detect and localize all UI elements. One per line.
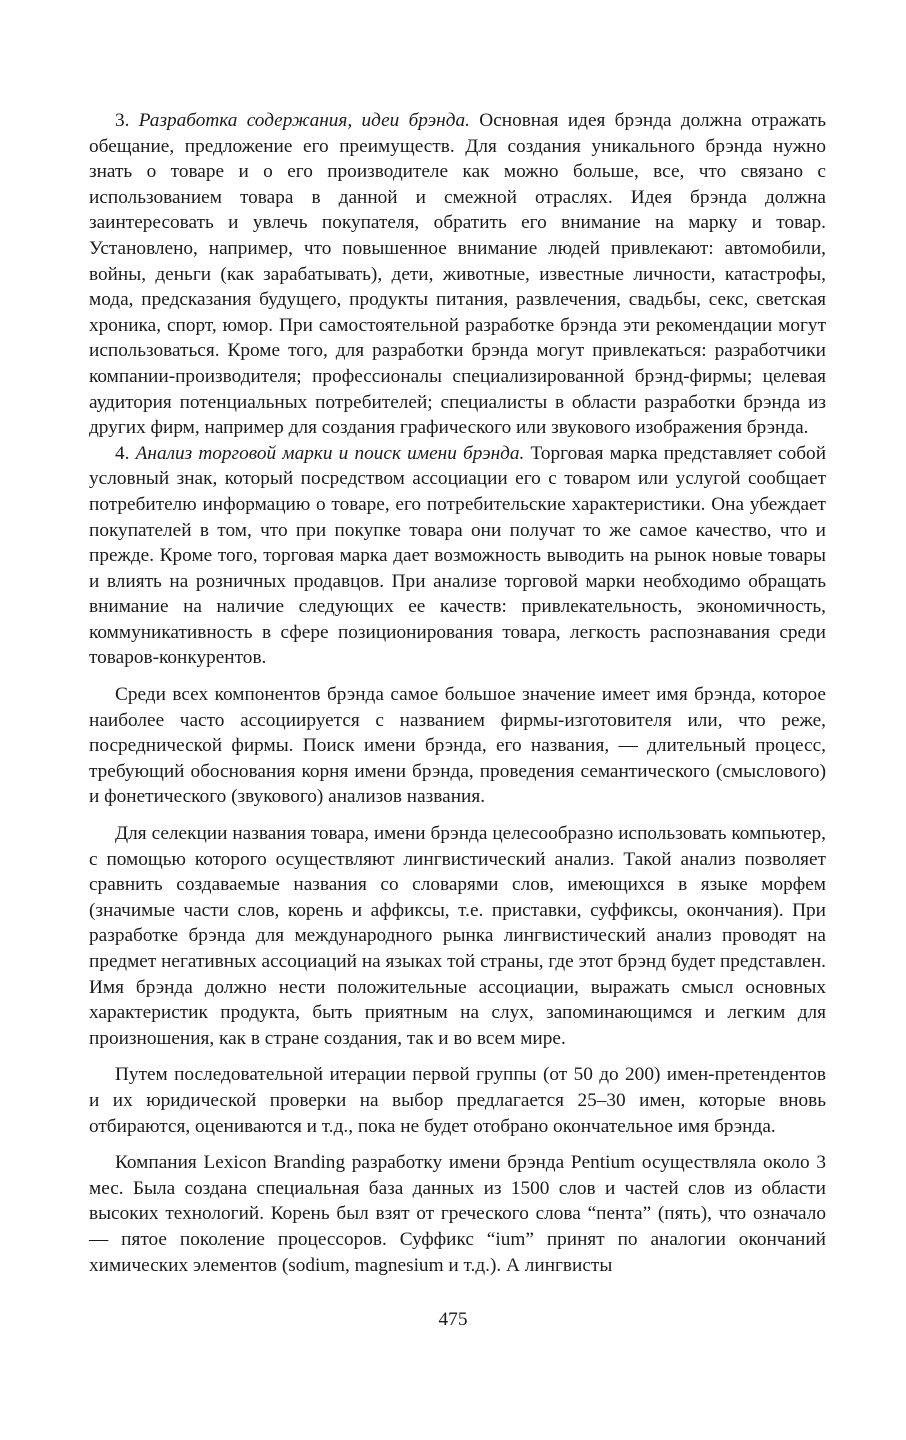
page-body <box>89 108 826 1278</box>
page-number: 475 <box>438 1309 468 1330</box>
paragraph-text: Торговая марка представляет собой условный знак, который посредством ассоциации его с товаром или услугой сообщает потребителю информацию о товаре, его потребительские характеристики. Она убеждает покупателей в том, что при покупке товара они получат то же самое качество, что и прежде. Кроме того, торговая марка дает возможность выводить на рынок новые товары и влиять на розничных продавцов. При анализе торговой марки необходимо обращать внимание на наличие следующих ее качеств: привлекательность, экономичность, коммуникативность в сфере позиционирования товара, легкость распознавания среди товаров-конкурентов. <box>89 442 827 669</box>
paragraph-brand-name: Среди всех компонентов брэнда самое большое значение имеет имя брэнда, которое наиболее часто ассоциируется с названием фирмы-изготовителя или, что реже, посреднической фирмы. Поиск имени брэнда, его названия, — длительный процесс, требующий обоснования корня имени брэнда, проведения семантического (смыслового) и фонетического (звукового) анализов названия. <box>89 684 826 808</box>
paragraph-pentium: Компания Lexicon Branding разработку имени брэнда Pentium осуществляла около 3 мес. Была создана специальная база данных из 1500 слов и частей слов из области высоких технологий. Корень был взят от греческого слова “пента” (пять), что означало — пятое поколение процессоров. Суффикс “ium” принят по аналогии окончаний химических элементов (sodium, magnesium и т.д.). А лингвисты <box>89 1152 826 1276</box>
item-heading: Разработка содержания, идеи брэнда. <box>138 110 470 131</box>
item-heading: Анализ торговой марки и поиск имени брэнда. <box>135 442 525 464</box>
item-number: 3. <box>115 110 130 131</box>
item-number: 4. <box>115 442 130 464</box>
paragraph-4 <box>89 441 826 671</box>
paragraph-name-selection: Для селекции названия товара, имени брэнда целесообразно использовать компьютер, с помощью которого осуществляют лингвистический анализ. Такой анализ позволяет сравнить создаваемые названия со словарями слов, имеющихся в языке морфем (значимые части слов, корень и аффиксы, т.е. приставки, суффиксы, окончания). При разработке брэнда для международного рынка лингвистический анализ проводят на предмет негативных ассоциаций на языках той страны, где этот брэнд будет представлен. Имя брэнда должно нести положительные ассоциации, выражать смысл основных характеристик продукта, быть приятным на слух, запоминающимся и легким для произношения, как в стране создания, так и во всем мире. <box>89 823 826 1049</box>
paragraph-iteration: Путем последовательной итерации первой группы (от 50 до 200) имен-претендентов и их юридической проверки на выбор предлагается 25–30 имен, которые вновь отбираются, оцениваются и т.д., пока не будет отобрано окончательное имя брэнда. <box>89 1064 826 1137</box>
paragraph-text: Основная идея брэнда должна отражать обещание, предложение его преимуществ. Для создания уникального брэнда нужно знать о товаре и о его производителе как можно больше, все, что связано с использованием товара в данной и смежной отраслях. Идея брэнда должна заинтересовать и увлечь покупателя, обратить его внимание на марку и товар. Установлено, например, что повышенное внимание людей привлекают: автомобили, войны, деньги (как зарабатывать), дети, животные, известные личности, катастрофы, мода, предсказания будущего, продукты питания, развлечения, свадьбы, секс, светская хроника, спорт, юмор. При самостоятельной разработке брэнда эти рекомендации могут использоваться. Кроме того, для разработки брэнда могут привлекаться: разработчики компании-производителя; профессионалы специализированной брэнд-фирмы; целевая аудитория потенциальных потребителей; специалисты в области разработки брэнда из других фирм, например для создания графического или звукового изображения брэнда. <box>89 110 827 439</box>
paragraph-3 <box>89 108 826 441</box>
